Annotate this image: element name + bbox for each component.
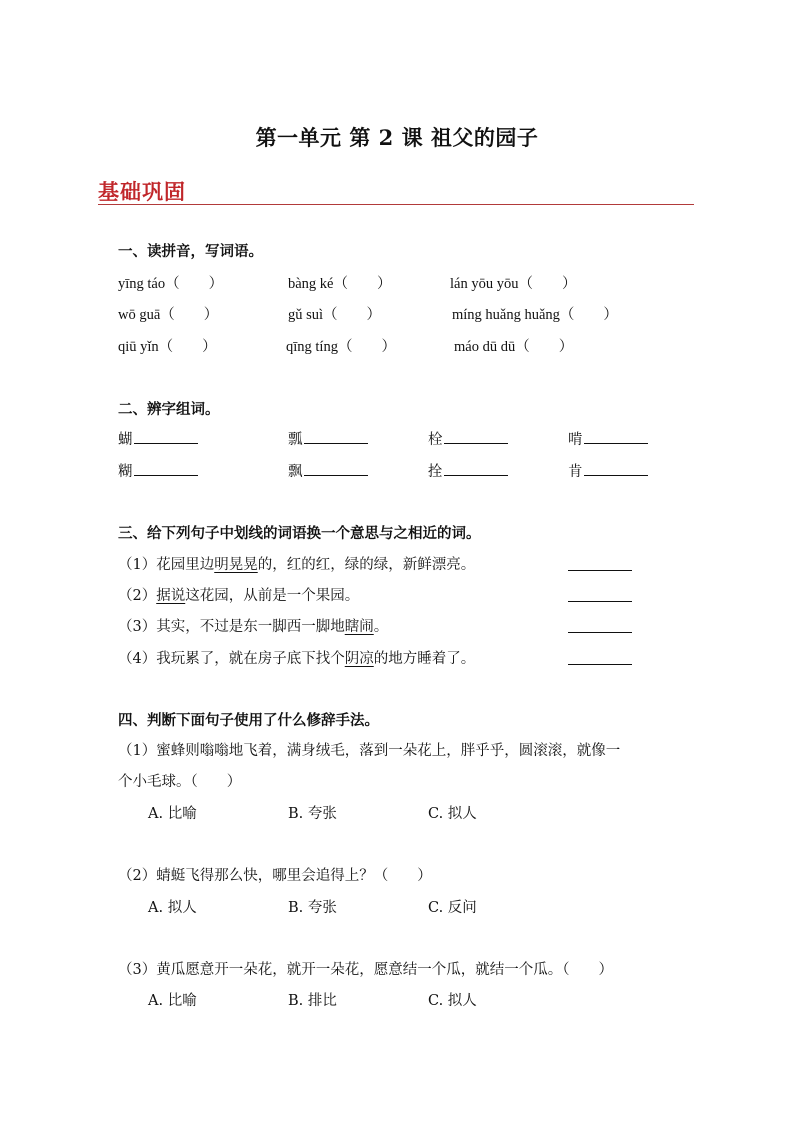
q3-sentence-1: （1）花园里边明晃晃的，红的红，绿的绿，新鲜漂亮。: [118, 557, 476, 573]
q2-answer-blank[interactable]: [584, 429, 648, 444]
q4-p3: （3）黄瓜愿意开一朵花，就开一朵花，愿意结一个瓜，就结一个瓜。（ ）: [118, 962, 613, 978]
q1-item: bàng ké（ ）: [288, 276, 392, 292]
q4-heading: 四、判断下面句子使用了什么修辞手法。: [118, 712, 379, 729]
option[interactable]: C. 拟人: [428, 806, 477, 822]
q3-answer-line[interactable]: [568, 664, 632, 665]
q3-sentence-2: （2）据说这花园，从前是一个果园。: [118, 588, 360, 604]
q2-heading: 二、辨字组词。: [118, 401, 220, 418]
q2-item: 糊: [118, 460, 198, 481]
underlined-word: 明晃晃: [214, 557, 258, 573]
q2-item: 啃: [568, 428, 648, 449]
q1-item: míng huǎng huǎng（ ）: [452, 307, 618, 323]
q2-item: 飘: [288, 460, 368, 481]
option[interactable]: B. 排比: [288, 993, 337, 1009]
q4-p1-line1: （1）蜜蜂则嗡嗡地飞着，满身绒毛，落到一朵花上，胖乎乎，圆滚滚，就像一: [118, 743, 621, 759]
q2-item: 拴: [428, 460, 508, 481]
section-divider: [98, 204, 694, 205]
option[interactable]: C. 拟人: [428, 993, 477, 1009]
option[interactable]: C. 反问: [428, 900, 477, 916]
underlined-word: 据说: [156, 588, 186, 604]
q2-answer-blank[interactable]: [134, 429, 198, 444]
page-title: 第一单元 第 2 课 祖父的园子: [255, 125, 539, 150]
q2-answer-blank[interactable]: [304, 429, 368, 444]
q1-item: qīng tíng（ ）: [286, 339, 396, 355]
q1-item: wō guā（ ）: [118, 307, 219, 323]
option[interactable]: A. 拟人: [148, 900, 197, 916]
section-title: 基础巩固: [98, 180, 186, 204]
q1-item: yīng táo（ ）: [118, 276, 224, 292]
q2-item: 栓: [428, 428, 508, 449]
option[interactable]: B. 夸张: [288, 806, 337, 822]
q3-sentence-4: （4）我玩累了，就在房子底下找个阴凉的地方睡着了。: [118, 651, 476, 667]
q2-answer-blank[interactable]: [304, 461, 368, 476]
q2-answer-blank[interactable]: [444, 461, 508, 476]
q2-answer-blank[interactable]: [584, 461, 648, 476]
q2-item: 肯: [568, 460, 648, 481]
q1-heading: 一、读拼音，写词语。: [118, 243, 263, 260]
option[interactable]: A. 比喻: [148, 806, 197, 822]
q2-answer-blank[interactable]: [444, 429, 508, 444]
underlined-word: 瞎闹: [344, 619, 374, 635]
q4-p1-line2: 个小毛球。（ ）: [118, 774, 242, 790]
q3-answer-line[interactable]: [568, 632, 632, 633]
option[interactable]: B. 夸张: [288, 900, 337, 916]
q4-p2: （2）蜻蜓飞得那么快，哪里会追得上？（ ）: [118, 868, 432, 884]
q2-item: 瓢: [288, 428, 368, 449]
q3-answer-line[interactable]: [568, 570, 632, 571]
q3-heading: 三、给下列句子中划线的词语换一个意思与之相近的词。: [118, 525, 481, 542]
q2-item: 蝴: [118, 428, 198, 449]
q1-item: máo dū dū（ ）: [454, 339, 574, 355]
q1-item: qiū yǐn（ ）: [118, 339, 217, 355]
q3-answer-line[interactable]: [568, 601, 632, 602]
underlined-word: 阴凉: [344, 651, 374, 667]
q1-item: lán yōu yōu（ ）: [450, 276, 577, 292]
q1-item: gǔ suì（ ）: [288, 307, 382, 323]
q2-answer-blank[interactable]: [134, 461, 198, 476]
q3-sentence-3: （3）其实，不过是东一脚西一脚地瞎闹。: [118, 619, 389, 635]
option[interactable]: A. 比喻: [148, 993, 197, 1009]
